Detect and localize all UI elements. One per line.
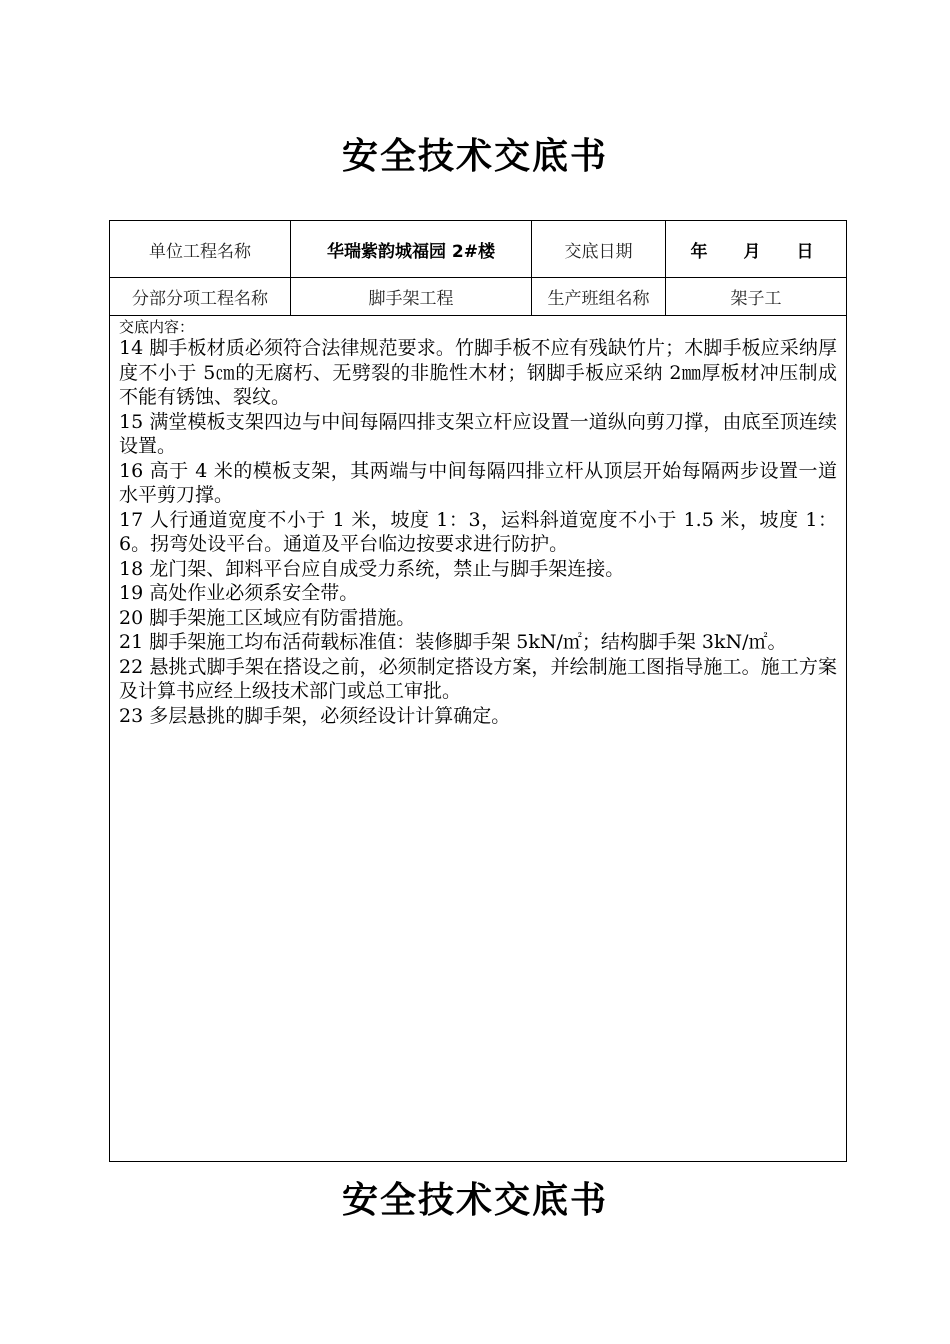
disclosure-content-cell [110,316,847,1162]
page-title-next: 安全技术交底书 [341,1179,608,1221]
content-item-14: 14 脚手板材质必须符合法律规范要求。竹脚手板不应有残缺竹片；木脚手板应采纳厚度不小于 5㎝的无腐朽、无劈裂的非脆性木材；钢脚手板应采纳 2㎜厚板材冲压制成不能有锈蚀、裂纹。 [119,337,837,408]
team-name-value: 架子工 [666,278,847,316]
form-row-subproject [110,278,847,316]
date-year: 年 [690,241,708,262]
unit-project-label: 单位工程名称 [110,221,291,278]
sub-project-label: 分部分项工程名称 [110,278,291,316]
content-item-22: 22 悬挑式脚手架在搭设之前，必须制定搭设方案，并绘制施工图指导施工。施工方案及计算书应经上级技术部门或总工审批。 [119,655,837,702]
team-name-label: 生产班组名称 [532,278,666,316]
content-label: 交底内容： [119,318,195,336]
page-title: 安全技术交底书 [341,135,608,177]
unit-project-value: 华瑞紫韵城福园 2#楼 [291,221,532,278]
date-month: 月 [743,241,761,262]
content-item-18: 18 龙门架、卸料平台应自成受力系统，禁止与脚手架连接。 [119,557,625,580]
disclosure-date-value [666,221,847,278]
content-item-23: 23 多层悬挑的脚手架，必须经设计计算确定。 [119,704,511,727]
content-item-21: 21 脚手架施工均布活荷载标准值：装修脚手架 5kN/㎡；结构脚手架 3kN/㎡。 [119,631,787,653]
content-item-15: 15 满堂模板支架四边与中间每隔四排支架立杆应设置一道纵向剪刀撑，由底至顶连续设置。 [119,410,837,457]
content-item-20: 20 脚手架施工区域应有防雷措施。 [119,606,416,629]
content-item-16: 16 高于 4 米的模板支架，其两端与中间每隔四排立杆从顶层开始每隔两步设置一道水平剪刀撑。 [119,459,837,506]
date-day: 日 [796,241,814,262]
disclosure-date-label: 交底日期 [532,221,666,278]
disclosure-form-table [109,220,847,1162]
content-item-17: 17 人行通道宽度不小于 1 米，坡度 1：3，运料斜道宽度不小于 1.5 米，坡度 1：6。拐弯处设平台。通道及平台临边按要求进行防护。 [119,508,837,555]
form-row-content [110,316,847,1162]
content-item-19: 19 高处作业必须系安全带。 [119,582,359,604]
sub-project-value: 脚手架工程 [291,278,532,316]
form-row-project [110,221,847,278]
